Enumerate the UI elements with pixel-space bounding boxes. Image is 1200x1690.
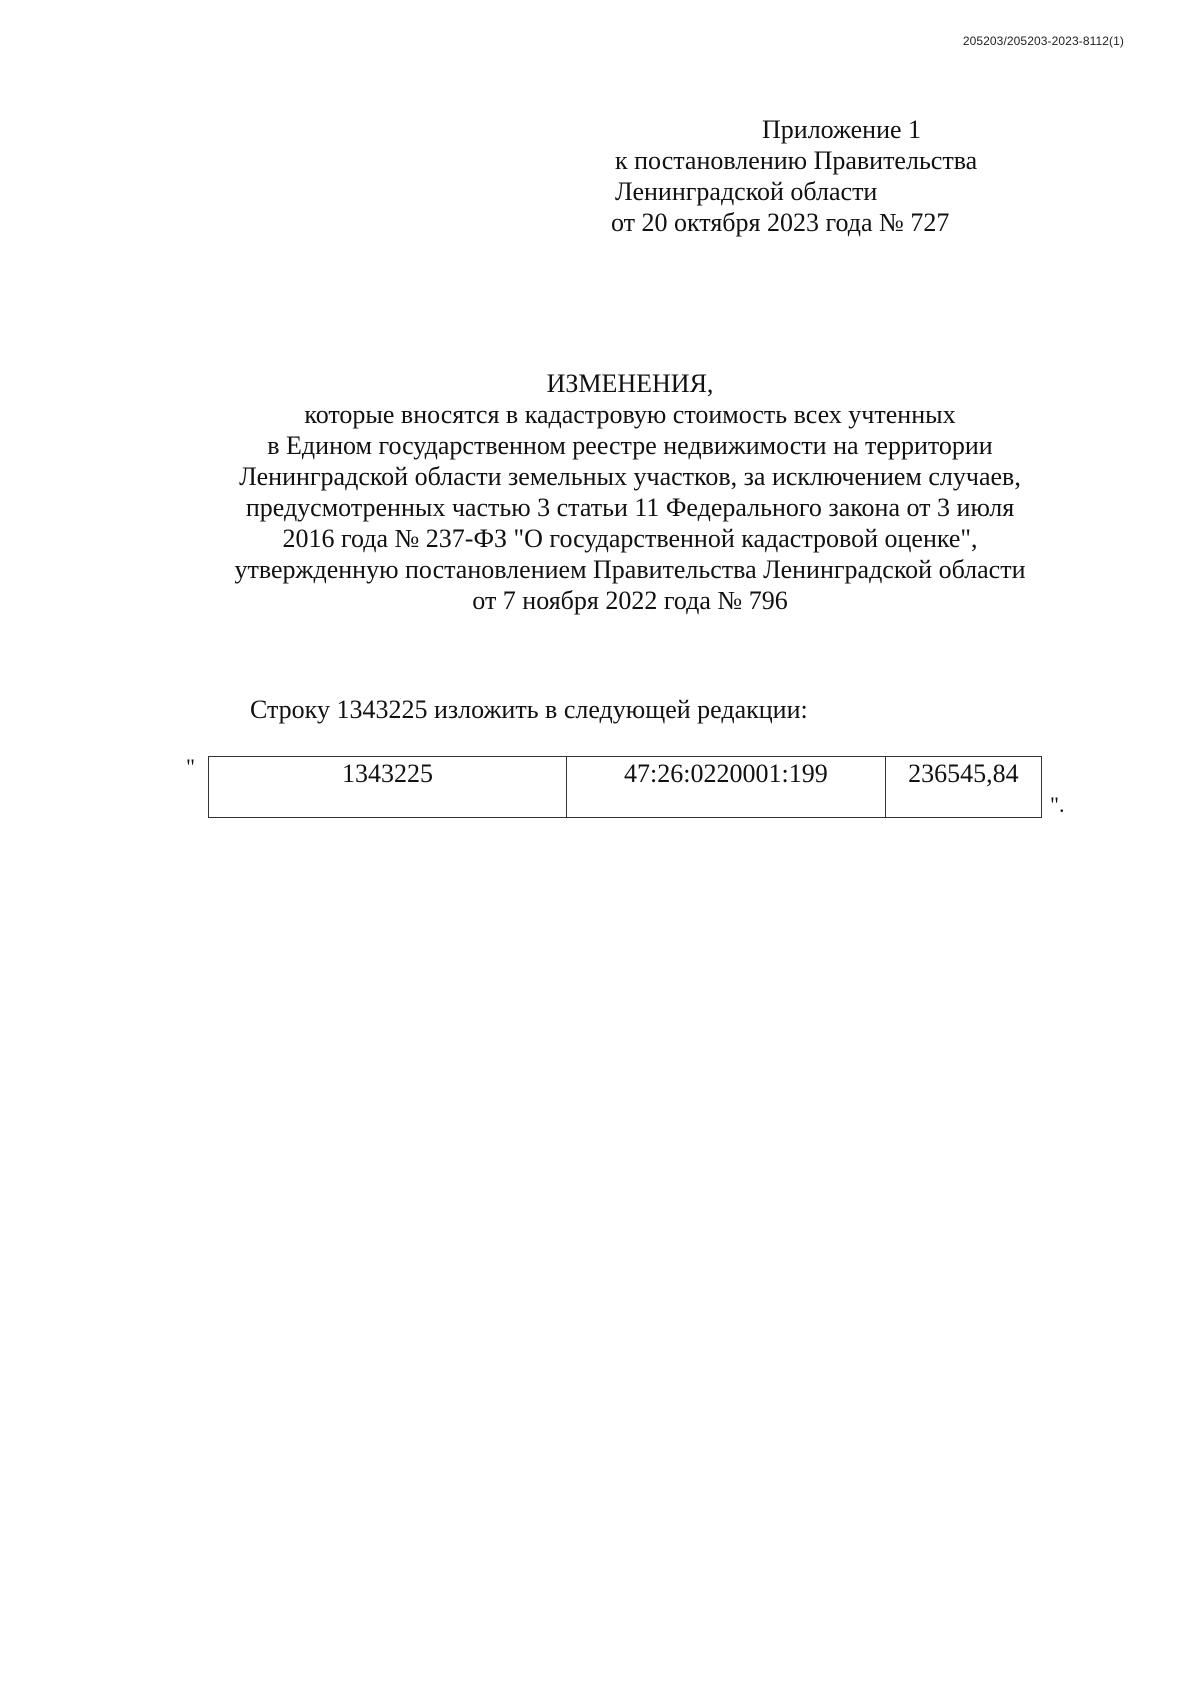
heading-line-2: в Едином государственном реестре недвижимости на территории xyxy=(267,431,993,460)
document-heading xyxy=(150,368,1110,616)
closing-quote: ". xyxy=(1050,792,1065,817)
document-id: 205203/205203-2023-8112(1) xyxy=(962,34,1124,48)
appendix-resolution: к постановлению Правительства xyxy=(615,146,978,175)
cadastral-value-cell: 236545,84 xyxy=(885,757,1041,818)
instruction-text: Строку 1343225 изложить в следующей редакции: xyxy=(250,695,808,724)
replacement-row-table xyxy=(208,756,1042,818)
table-row xyxy=(209,757,1042,818)
appendix-block xyxy=(611,114,1035,238)
heading-title: ИЗМЕНЕНИЯ, xyxy=(546,369,714,398)
heading-line-5: 2016 года № 237-ФЗ "О государственной кадастровой оценке", xyxy=(282,524,978,553)
heading-line-7: от 7 ноября 2022 года № 796 xyxy=(472,586,788,615)
cadastral-number-cell: 47:26:0220001:199 xyxy=(566,757,885,818)
heading-line-6: утвержденную постановлением Правительства Ленинградской области xyxy=(234,555,1026,584)
heading-line-4: предусмотренных частью 3 статьи 11 Федерального закона от 3 июля xyxy=(245,493,1015,522)
heading-line-1: которые вносятся в кадастровую стоимость всех учтенных xyxy=(304,400,956,429)
appendix-date: от 20 октября 2023 года № 727 xyxy=(611,208,950,237)
heading-line-3: Ленинградской области земельных участков, за исключением случаев, xyxy=(239,462,1021,491)
appendix-number: Приложение 1 xyxy=(762,115,922,144)
opening-quote: " xyxy=(186,754,195,779)
row-number-cell: 1343225 xyxy=(209,757,567,818)
appendix-region: Ленинградской области xyxy=(615,177,878,206)
